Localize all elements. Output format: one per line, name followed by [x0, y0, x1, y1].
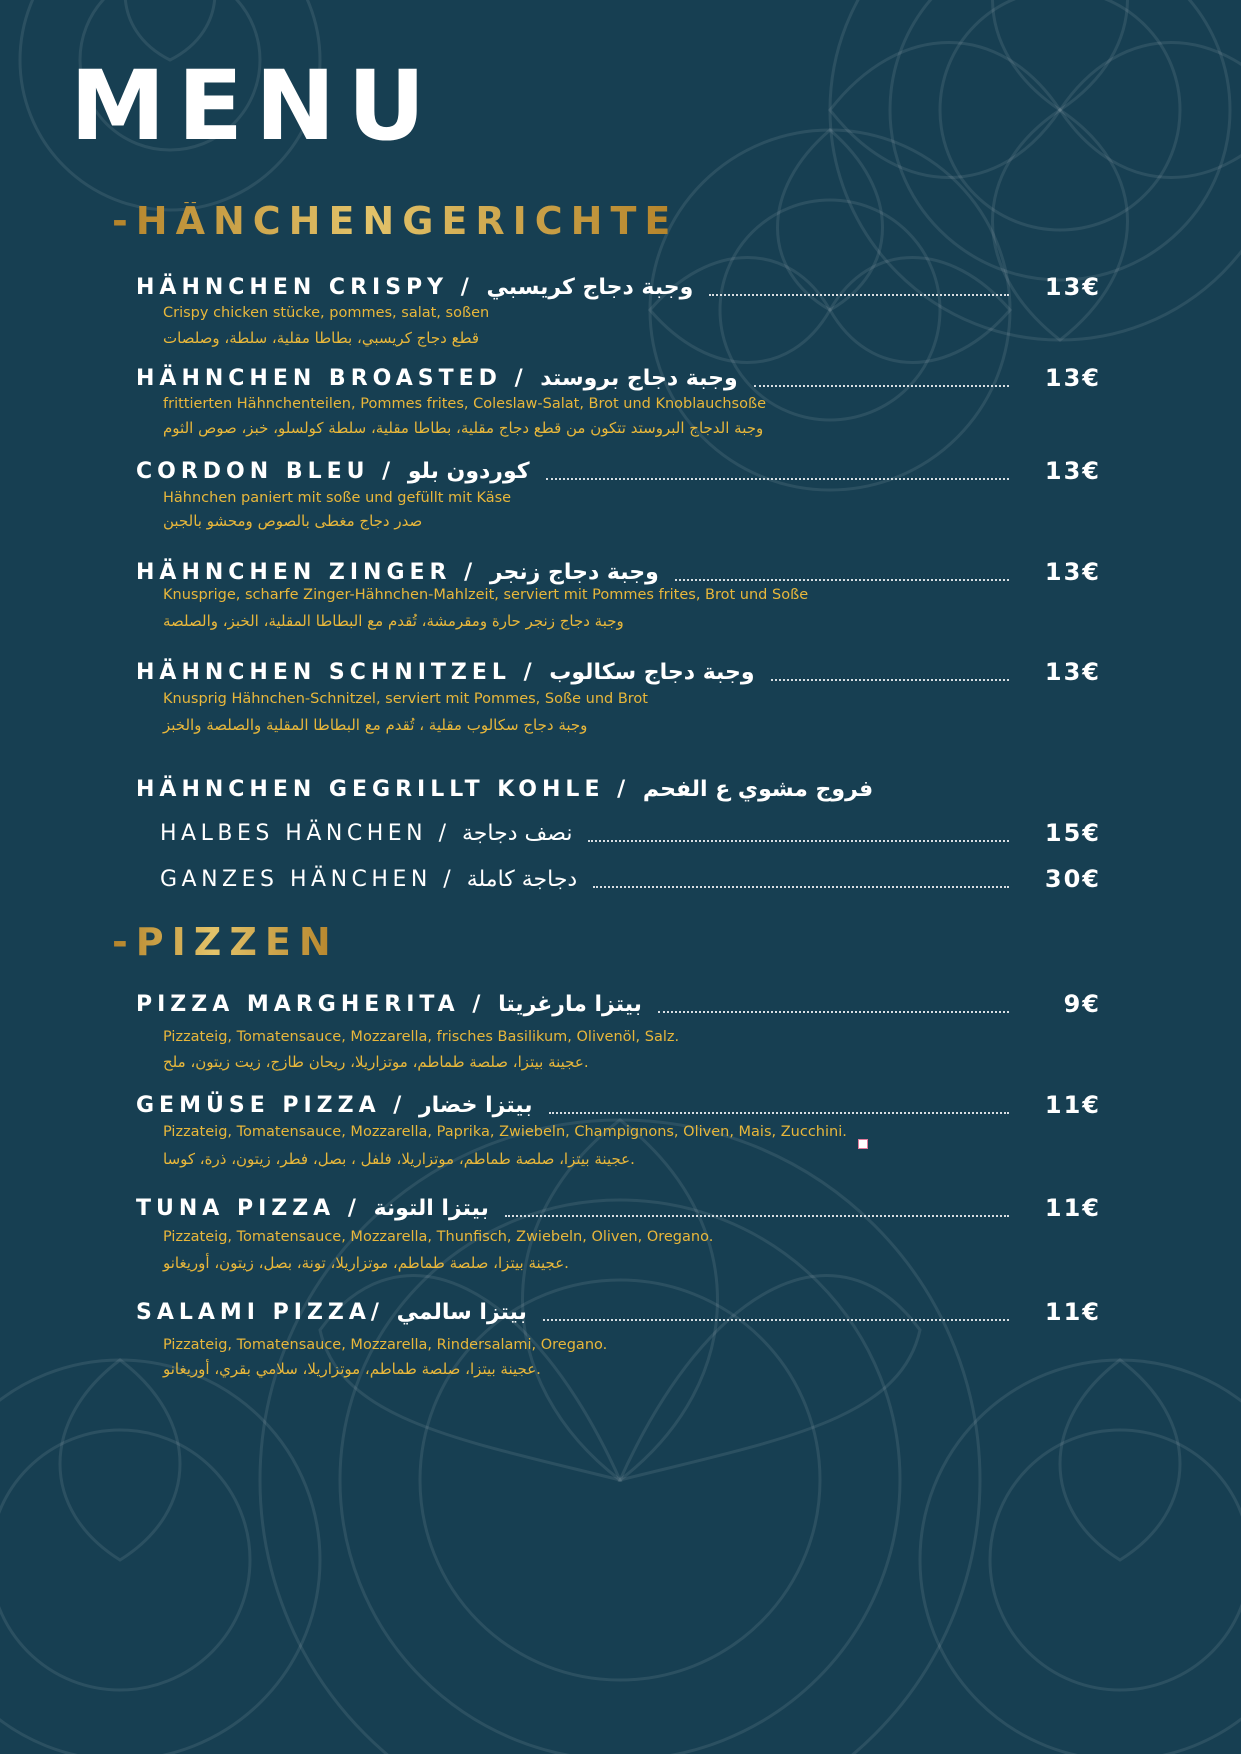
item-description-de: Hähnchen paniert mit soße und gefüllt mit Käse: [163, 490, 512, 506]
dotted-leader: [675, 579, 1009, 581]
item-name: GANZES HÄNCHEN / دجاجة كاملة: [160, 866, 578, 892]
item-description-de: Knusprige, scharfe Zinger-Hähnchen-Mahlzeit, serviert mit Pommes frites, Brot und Soße: [163, 587, 809, 603]
item-description-ar: عجينة بيتزا، صلصة طماطم، موتزاريلا، تونة، بصل، زيتون، أوريغانو.: [163, 1254, 569, 1272]
broken-image-icon: [858, 1139, 868, 1149]
menu-item-salami-pizza: [136, 1295, 1101, 1329]
item-price: 11€: [1044, 1194, 1101, 1222]
item-description-de: Pizzateig, Tomatensauce, Mozzarella, Thunfisch, Zwiebeln, Oliven, Oregano.: [163, 1229, 714, 1245]
menu-item-tuna-pizza: [136, 1191, 1101, 1225]
dotted-leader: [505, 1215, 1009, 1217]
item-description-de: Pizzateig, Tomatensauce, Mozzarella, Paprika, Zwiebeln, Champignons, Oliven, Mais, Zucchini.: [163, 1124, 847, 1140]
item-description-de: Pizzateig, Tomatensauce, Mozzarella, frisches Basilikum, Olivenöl, Salz.: [163, 1029, 680, 1045]
item-description-de: Knusprig Hähnchen-Schnitzel, serviert mit Pommes, Soße und Brot: [163, 691, 648, 707]
item-name: HÄHNCHEN GEGRILLT KOHLE / فروج مشوي ع الفحم: [136, 776, 874, 802]
item-description-ar: وجبة دجاج زنجر حارة ومقرمشة، تُقدم مع البطاطا المقلية، الخبز، والصلصة: [163, 612, 624, 630]
item-price: 9€: [1063, 990, 1101, 1018]
item-description-ar: عجينة بيتزا، صلصة طماطم، موتزاريلا، ريحان طازج، زيت زيتون، ملح.: [163, 1053, 589, 1071]
item-price: 15€: [1044, 819, 1101, 847]
item-name: HÄHNCHEN BROASTED / وجبة دجاج بروستد: [136, 365, 738, 391]
menu-item-broasted: [136, 361, 1101, 395]
item-price: 11€: [1044, 1298, 1101, 1326]
section-title-chicken: -HÄNCHENGERICHTE: [112, 199, 679, 243]
item-description-ar: قطع دجاج كريسبي، بطاطا مقلية، سلطة، وصلصات: [163, 329, 480, 347]
dotted-leader: [771, 679, 1009, 681]
item-price: 30€: [1044, 865, 1101, 893]
menu-item-grilled-heading: [136, 772, 1101, 806]
dotted-leader: [754, 385, 1009, 387]
menu-item-half-chicken: [160, 816, 1101, 850]
menu-item-whole-chicken: [160, 862, 1101, 896]
dotted-leader: [546, 478, 1009, 480]
dotted-leader: [543, 1319, 1009, 1321]
item-name: HALBES HÄNCHEN / نصف دجاجة: [160, 820, 573, 846]
item-name: GEMÜSE PIZZA / بيتزا خضار: [136, 1092, 533, 1118]
menu-item-zinger: [136, 555, 1101, 589]
item-description-de: frittierten Hähnchenteilen, Pommes frites, Coleslaw-Salat, Brot und Knoblauchsoße: [163, 396, 767, 412]
item-description-de: Pizzateig, Tomatensauce, Mozzarella, Rindersalami, Oregano.: [163, 1337, 608, 1353]
item-price: 13€: [1044, 273, 1101, 301]
menu-item-crispy: [136, 270, 1101, 304]
section-title-pizza: -PIZZEN: [112, 920, 339, 964]
item-name: SALAMI PIZZA/ بيتزا سالمي: [136, 1299, 527, 1325]
item-price: 13€: [1044, 558, 1101, 586]
item-price: 13€: [1044, 457, 1101, 485]
item-price: 13€: [1044, 364, 1101, 392]
dotted-leader: [593, 886, 1009, 888]
item-description-de: Crispy chicken stücke, pommes, salat, soßen: [163, 305, 490, 321]
menu-item-margherita: [136, 987, 1101, 1021]
item-description-ar: صدر دجاج مغطى بالصوص ومحشو بالجبن: [163, 512, 423, 530]
dotted-leader: [588, 840, 1009, 842]
item-price: 13€: [1044, 658, 1101, 686]
menu-title: MENU: [70, 50, 438, 162]
item-description-ar: وجبة الدجاج البروستد تتكون من قطع دجاج مقلية، بطاطا مقلية، سلطة كولسلو، خبز، صوص الثوم: [163, 419, 764, 437]
item-price: 11€: [1044, 1091, 1101, 1119]
menu-item-vegetable-pizza: [136, 1088, 1101, 1122]
item-name: CORDON BLEU / كوردون بلو: [136, 458, 530, 484]
item-description-ar: عجينة بيتزا، صلصة طماطم، موتزاريلا، سلامي بقري، أوريغانو.: [163, 1360, 541, 1378]
dotted-leader: [709, 294, 1009, 296]
item-name: TUNA PIZZA / بيتزا التونة: [136, 1195, 489, 1221]
item-name: HÄHNCHEN ZINGER / وجبة دجاج زنجر: [136, 559, 659, 585]
menu-item-cordon-bleu: [136, 454, 1101, 488]
dotted-leader: [658, 1011, 1009, 1013]
item-name: HÄHNCHEN CRISPY / وجبة دجاج كريسبي: [136, 274, 694, 300]
item-description-ar: وجبة دجاج سكالوب مقلية ، تُقدم مع البطاطا المقلية والصلصة والخبز: [163, 716, 588, 734]
item-name: PIZZA MARGHERITA / بيتزا مارغريتا: [136, 991, 642, 1017]
item-name: HÄHNCHEN SCHNITZEL / وجبة دجاج سكالوب: [136, 659, 755, 685]
item-description-ar: عجينة بيتزا، صلصة طماطم، موتزاريلا، فلفل ، بصل، فطر، زيتون، ذرة، كوسا.: [163, 1150, 635, 1168]
dotted-leader: [549, 1112, 1009, 1114]
menu-item-schnitzel: [136, 655, 1101, 689]
